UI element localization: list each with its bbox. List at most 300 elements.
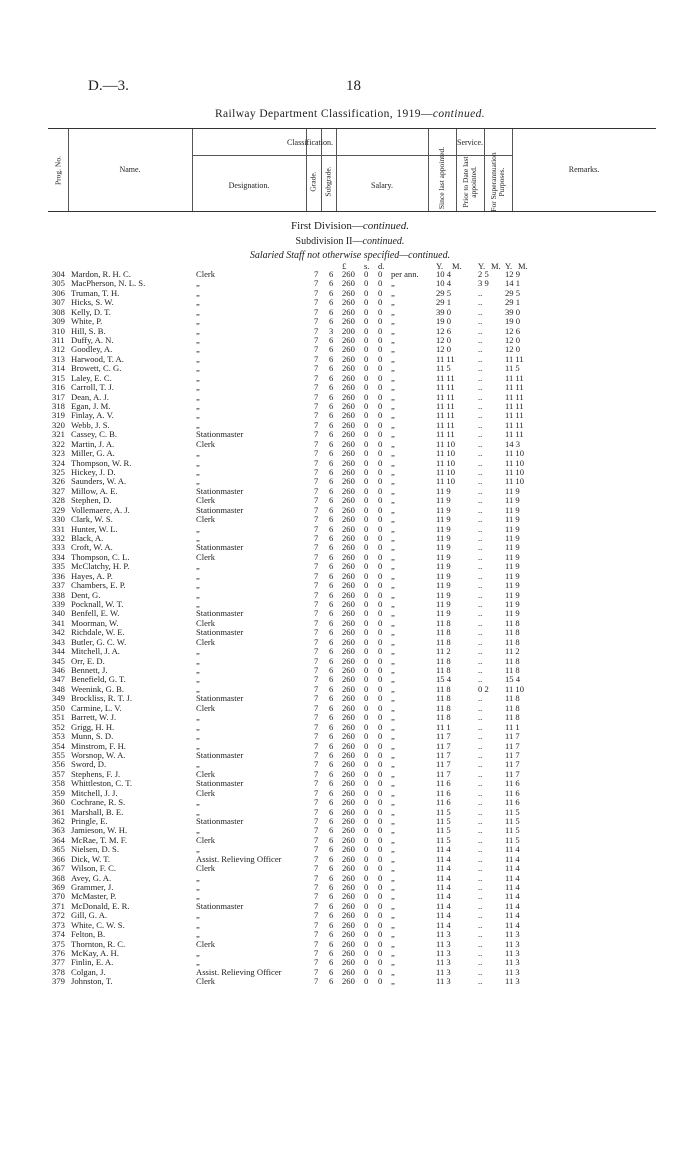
designation-cell: Assist. Relieving Officer — [196, 966, 282, 977]
subdivision-title-main: Subdivision II— — [295, 236, 363, 247]
salary-shillings-cell: 0 — [364, 306, 369, 317]
name-cell: Browett, C. G. — [71, 363, 122, 374]
grade-cell: 7 — [314, 287, 319, 298]
grade-cell: 7 — [314, 891, 319, 902]
salary-pence-cell: 0 — [378, 287, 383, 298]
grade-cell: 7 — [314, 372, 319, 383]
salary-pence-cell: 0 — [378, 551, 383, 562]
prog-no-cell: 368 — [52, 872, 65, 883]
salary-shillings-cell: 0 — [364, 278, 369, 289]
salary-pounds-cell: 260 — [342, 617, 355, 628]
salary-pounds-cell: 260 — [342, 702, 355, 713]
salary-period-cell: „ — [391, 410, 395, 421]
prog-no-cell: 322 — [52, 438, 65, 449]
salary-shillings-cell: 0 — [364, 655, 369, 666]
name-cell: Hickey, J. D. — [71, 467, 116, 478]
subgrade-cell: 6 — [329, 344, 334, 355]
name-cell: Truman, T. H. — [71, 287, 120, 298]
subgrade-cell: 6 — [329, 655, 334, 666]
since-last-appointed-cell: 11 3 — [436, 929, 451, 940]
salary-pence-cell: 0 — [378, 900, 383, 911]
designation-cell: „ — [196, 391, 200, 402]
salary-shillings-cell: 0 — [364, 797, 369, 808]
prior-service-cell: .. — [478, 391, 483, 402]
unit-pence: d. — [378, 261, 385, 271]
prior-service-cell: .. — [478, 834, 483, 845]
superannuation-cell: 11 7 — [505, 759, 520, 770]
salary-shillings-cell: 0 — [364, 495, 369, 506]
designation-cell: „ — [196, 721, 200, 732]
header-salary: Salary. — [371, 181, 393, 190]
unit-months-super: M. — [518, 261, 528, 271]
salary-pounds-cell: 260 — [342, 344, 355, 355]
salary-period-cell: „ — [391, 287, 395, 298]
prog-no-cell: 373 — [52, 919, 65, 930]
prior-service-cell: .. — [478, 900, 483, 911]
salary-pence-cell: 0 — [378, 476, 383, 487]
salary-pounds-cell: 260 — [342, 655, 355, 666]
designation-cell: „ — [196, 599, 200, 610]
designation-cell: „ — [196, 910, 200, 921]
prior-service-cell: .. — [478, 712, 483, 723]
salary-period-cell: „ — [391, 947, 395, 958]
name-cell: Carroll, T. J. — [71, 382, 114, 393]
prior-service-cell: .. — [478, 457, 483, 468]
prog-no-cell: 319 — [52, 410, 65, 421]
subgrade-cell: 6 — [329, 938, 334, 949]
prior-service-cell: .. — [478, 759, 483, 770]
grade-cell: 7 — [314, 410, 319, 421]
superannuation-cell: 11 5 — [505, 806, 520, 817]
superannuation-cell: 11 3 — [505, 929, 520, 940]
header-prog-no: Prog. No. — [53, 156, 63, 185]
since-last-appointed-cell: 11 9 — [436, 589, 451, 600]
prog-no-cell: 317 — [52, 391, 65, 402]
grade-cell: 7 — [314, 768, 319, 779]
designation-cell: „ — [196, 353, 200, 364]
grade-cell: 7 — [314, 806, 319, 817]
since-last-appointed-cell: 11 6 — [436, 797, 451, 808]
grade-cell: 7 — [314, 976, 319, 987]
prior-service-cell: .. — [478, 306, 483, 317]
header-name: Name. — [119, 165, 141, 174]
prior-service-cell: .. — [478, 580, 483, 591]
subgrade-cell: 6 — [329, 495, 334, 506]
since-last-appointed-cell: 11 7 — [436, 749, 451, 760]
subgrade-cell: 6 — [329, 476, 334, 487]
prior-service-cell: .. — [478, 419, 483, 430]
salary-period-cell: „ — [391, 881, 395, 892]
superannuation-cell: 11 8 — [505, 693, 520, 704]
subgrade-cell: 6 — [329, 485, 334, 496]
superannuation-cell: 15 4 — [505, 674, 521, 685]
prog-no-cell: 313 — [52, 353, 65, 364]
salary-pence-cell: 0 — [378, 721, 383, 732]
since-last-appointed-cell: 11 8 — [436, 693, 451, 704]
grade-cell: 7 — [314, 646, 319, 657]
designation-cell: „ — [196, 467, 200, 478]
salary-period-cell: „ — [391, 561, 395, 572]
salary-period-cell: „ — [391, 382, 395, 393]
salary-pounds-cell: 260 — [342, 372, 355, 383]
prog-no-cell: 336 — [52, 570, 65, 581]
salary-shillings-cell: 0 — [364, 825, 369, 836]
prior-service-cell: .. — [478, 561, 483, 572]
designation-cell: Clerk — [196, 863, 216, 874]
designation-cell: „ — [196, 881, 200, 892]
designation-cell: Clerk — [196, 269, 216, 279]
name-cell: Kelly, D. T. — [71, 306, 111, 317]
prior-service-cell: .. — [478, 504, 483, 515]
designation-cell: „ — [196, 448, 200, 459]
salary-pounds-cell: 260 — [342, 476, 355, 487]
salary-pence-cell: 0 — [378, 938, 383, 949]
name-cell: Pocknall, W. T. — [71, 599, 124, 610]
salary-pence-cell: 0 — [378, 947, 383, 958]
since-last-appointed-cell: 11 11 — [436, 401, 455, 412]
since-last-appointed-cell: 10 4 — [436, 278, 452, 289]
salary-shillings-cell: 0 — [364, 363, 369, 374]
salary-period-cell: „ — [391, 514, 395, 525]
since-last-appointed-cell: 11 8 — [436, 636, 451, 647]
salary-pence-cell: 0 — [378, 495, 383, 506]
salary-shillings-cell: 0 — [364, 523, 369, 534]
since-last-appointed-cell: 11 9 — [436, 523, 451, 534]
salary-shillings-cell: 0 — [364, 382, 369, 393]
name-cell: Orr, E. D. — [71, 655, 105, 666]
designation-cell: „ — [196, 401, 200, 412]
salary-period-cell: „ — [391, 825, 395, 836]
salary-pence-cell: 0 — [378, 419, 383, 430]
salary-shillings-cell: 0 — [364, 910, 369, 921]
name-cell: Cochrane, R. S. — [71, 797, 126, 808]
salary-period-cell: per ann. — [391, 269, 419, 279]
subgrade-cell: 6 — [329, 863, 334, 874]
prior-service-cell: .. — [478, 787, 483, 798]
prog-no-cell: 337 — [52, 580, 65, 591]
prog-no-cell: 308 — [52, 306, 65, 317]
since-last-appointed-cell: 11 9 — [436, 504, 451, 515]
designation-cell: „ — [196, 580, 200, 591]
superannuation-cell: 11 4 — [505, 910, 520, 921]
subgrade-cell: 6 — [329, 523, 334, 534]
name-cell: Stephens, F. J. — [71, 768, 121, 779]
grade-cell: 7 — [314, 476, 319, 487]
salary-period-cell: „ — [391, 438, 395, 449]
salary-pence-cell: 0 — [378, 316, 383, 327]
since-last-appointed-cell: 11 8 — [436, 655, 451, 666]
name-cell: Hunter, W. L. — [71, 523, 118, 534]
header-grade: Grade. — [308, 171, 318, 192]
salary-period-cell: „ — [391, 834, 395, 845]
name-cell: Whittleston, C. T. — [71, 778, 133, 789]
salary-shillings-cell: 0 — [364, 533, 369, 544]
grade-cell: 7 — [314, 269, 319, 279]
prog-no-cell: 357 — [52, 768, 65, 779]
salary-period-cell: „ — [391, 872, 395, 883]
designation-cell: „ — [196, 306, 200, 317]
salary-pounds-cell: 260 — [342, 269, 355, 279]
superannuation-cell: 11 11 — [505, 419, 524, 430]
subgrade-cell: 6 — [329, 976, 334, 987]
since-last-appointed-cell: 29 1 — [436, 297, 452, 308]
salary-period-cell: „ — [391, 759, 395, 770]
salary-pounds-cell: 260 — [342, 797, 355, 808]
name-cell: Pringle, E. — [71, 815, 108, 826]
prior-service-cell: .. — [478, 551, 483, 562]
grade-cell: 7 — [314, 589, 319, 600]
superannuation-cell: 11 4 — [505, 891, 520, 902]
salary-period-cell: „ — [391, 570, 395, 581]
header-classification: Classification. — [287, 138, 333, 147]
salary-pence-cell: 0 — [378, 438, 383, 449]
salary-pounds-cell: 260 — [342, 391, 355, 402]
salary-pounds-cell: 260 — [342, 674, 355, 685]
subgrade-cell: 6 — [329, 467, 334, 478]
salary-pence-cell: 0 — [378, 570, 383, 581]
prior-service-cell: .. — [478, 617, 483, 628]
prior-service-cell: .. — [478, 325, 483, 336]
salary-period-cell: „ — [391, 731, 395, 742]
designation-cell: „ — [196, 335, 200, 345]
salary-shillings-cell: 0 — [364, 891, 369, 902]
since-last-appointed-cell: 11 9 — [436, 485, 451, 496]
salary-period-cell: „ — [391, 966, 395, 977]
salary-shillings-cell: 0 — [364, 683, 369, 694]
salary-pence-cell: 0 — [378, 514, 383, 525]
salary-pence-cell: 0 — [378, 891, 383, 902]
superannuation-cell: 14 1 — [505, 278, 521, 289]
name-cell: Duffy, A. N. — [71, 335, 114, 345]
salary-pence-cell: 0 — [378, 391, 383, 402]
subgrade-cell: 6 — [329, 551, 334, 562]
salary-period-cell: „ — [391, 580, 395, 591]
name-cell: Thornton, R. C. — [71, 938, 126, 949]
subgrade-cell: 6 — [329, 966, 334, 977]
designation-cell: „ — [196, 891, 200, 902]
subgrade-cell: 6 — [329, 514, 334, 525]
name-cell: McDonald, E. R. — [71, 900, 130, 911]
grade-cell: 7 — [314, 778, 319, 789]
salary-shillings-cell: 0 — [364, 589, 369, 600]
grade-cell: 7 — [314, 665, 319, 676]
salary-pounds-cell: 260 — [342, 910, 355, 921]
superannuation-cell: 11 4 — [505, 844, 520, 855]
designation-cell: „ — [196, 297, 200, 308]
salary-shillings-cell: 0 — [364, 316, 369, 327]
grade-cell: 7 — [314, 514, 319, 525]
salary-period-cell: „ — [391, 976, 395, 987]
grade-cell: 7 — [314, 834, 319, 845]
name-cell: Black, A. — [71, 533, 104, 544]
superannuation-cell: 11 10 — [505, 683, 525, 694]
salary-period-cell: „ — [391, 806, 395, 817]
salary-period-cell: „ — [391, 297, 395, 308]
superannuation-cell: 11 3 — [505, 966, 520, 977]
salary-pounds-cell: 260 — [342, 806, 355, 817]
salary-period-cell: „ — [391, 938, 395, 949]
salary-shillings-cell: 0 — [364, 646, 369, 657]
since-last-appointed-cell: 11 11 — [436, 391, 455, 402]
name-cell: Mitchell, J. A. — [71, 646, 120, 657]
prior-service-cell: .. — [478, 485, 483, 496]
designation-cell: Clerk — [196, 702, 216, 713]
prog-no-cell: 344 — [52, 646, 65, 657]
since-last-appointed-cell: 11 11 — [436, 372, 455, 383]
prog-no-cell: 330 — [52, 514, 65, 525]
prior-service-cell: .. — [478, 863, 483, 874]
since-last-appointed-cell: 11 4 — [436, 872, 451, 883]
since-last-appointed-cell: 11 10 — [436, 467, 456, 478]
subgrade-cell: 6 — [329, 693, 334, 704]
unit-months-prior: M. — [491, 261, 501, 271]
prog-no-cell: 334 — [52, 551, 65, 562]
name-cell: Mardon, R. H. C. — [71, 269, 131, 279]
designation-cell: „ — [196, 316, 200, 327]
salary-shillings-cell: 0 — [364, 768, 369, 779]
salary-pence-cell: 0 — [378, 749, 383, 760]
designation-cell: Stationmaster — [196, 815, 244, 826]
subdivision-title — [0, 236, 700, 247]
superannuation-cell: 11 9 — [505, 504, 520, 515]
superannuation-cell: 11 11 — [505, 372, 524, 383]
superannuation-cell: 11 3 — [505, 947, 520, 958]
superannuation-cell: 11 11 — [505, 353, 524, 364]
salary-shillings-cell: 0 — [364, 448, 369, 459]
salary-period-cell: „ — [391, 401, 395, 412]
salary-period-cell: „ — [391, 363, 395, 374]
salary-pounds-cell: 260 — [342, 900, 355, 911]
designation-cell: Clerk — [196, 551, 216, 562]
grade-cell: 7 — [314, 966, 319, 977]
grade-cell: 7 — [314, 533, 319, 544]
grade-cell: 7 — [314, 278, 319, 289]
salary-pence-cell: 0 — [378, 269, 383, 279]
superannuation-cell: 11 9 — [505, 495, 520, 506]
name-cell: Vollemaere, A. J. — [71, 504, 130, 515]
prior-service-cell: .. — [478, 947, 483, 958]
prior-service-cell: .. — [478, 825, 483, 836]
salary-pounds-cell: 260 — [342, 316, 355, 327]
since-last-appointed-cell: 11 11 — [436, 429, 455, 440]
subgrade-cell: 6 — [329, 561, 334, 572]
name-cell: Miller, G. A. — [71, 448, 115, 459]
salary-period-cell: „ — [391, 344, 395, 355]
name-cell: Benefield, G. T. — [71, 674, 126, 685]
name-cell: Hayes, A. P. — [71, 570, 113, 581]
subgrade-cell: 6 — [329, 617, 334, 628]
name-cell: Marshall, B. E. — [71, 806, 124, 817]
superannuation-cell: 11 8 — [505, 655, 520, 666]
header-prior-to-date-last-appointed: Prior to Date last appointed. — [461, 156, 478, 208]
superannuation-cell: 11 8 — [505, 617, 520, 628]
salary-pence-cell: 0 — [378, 297, 383, 308]
prog-no-cell: 348 — [52, 683, 65, 694]
since-last-appointed-cell: 11 3 — [436, 966, 451, 977]
name-cell: Dean, A. J. — [71, 391, 109, 402]
salary-pence-cell: 0 — [378, 863, 383, 874]
prior-service-cell: .. — [478, 872, 483, 883]
since-last-appointed-cell: 11 6 — [436, 787, 451, 798]
salary-shillings-cell: 0 — [364, 693, 369, 704]
salary-pence-cell: 0 — [378, 966, 383, 977]
salary-pence-cell: 0 — [378, 693, 383, 704]
salary-period-cell: „ — [391, 448, 395, 459]
salary-period-cell: „ — [391, 551, 395, 562]
name-cell: Bennett, J. — [71, 665, 108, 676]
name-cell: Weenink, G. B. — [71, 683, 125, 694]
superannuation-cell: 11 4 — [505, 900, 520, 911]
prior-service-cell: .. — [478, 938, 483, 949]
grade-cell: 7 — [314, 467, 319, 478]
subgrade-cell: 6 — [329, 674, 334, 685]
designation-cell: Stationmaster — [196, 627, 244, 638]
salary-shillings-cell: 0 — [364, 467, 369, 478]
designation-cell: Clerk — [196, 976, 216, 987]
salary-period-cell: „ — [391, 646, 395, 657]
designation-cell: „ — [196, 410, 200, 421]
name-cell: MacPherson, N. L. S. — [71, 278, 146, 289]
grade-cell: 7 — [314, 702, 319, 713]
salary-period-cell: „ — [391, 599, 395, 610]
prog-no-cell: 354 — [52, 740, 65, 751]
superannuation-cell: 11 4 — [505, 853, 520, 864]
name-cell: McMaster, P. — [71, 891, 117, 902]
salary-period-cell: „ — [391, 929, 395, 940]
prog-no-cell: 329 — [52, 504, 65, 515]
salary-pence-cell: 0 — [378, 872, 383, 883]
designation-cell: „ — [196, 523, 200, 534]
salary-shillings-cell: 0 — [364, 580, 369, 591]
prog-no-cell: 340 — [52, 608, 65, 619]
salary-shillings-cell: 0 — [364, 344, 369, 355]
salary-pounds-cell: 260 — [342, 976, 355, 987]
since-last-appointed-cell: 11 5 — [436, 825, 451, 836]
salary-shillings-cell: 0 — [364, 514, 369, 525]
salary-pounds-cell: 260 — [342, 768, 355, 779]
grade-cell: 7 — [314, 797, 319, 808]
salary-shillings-cell: 0 — [364, 966, 369, 977]
since-last-appointed-cell: 11 11 — [436, 419, 455, 430]
prog-no-cell: 311 — [52, 335, 65, 345]
salary-pence-cell: 0 — [378, 410, 383, 421]
grade-cell: 7 — [314, 844, 319, 855]
since-last-appointed-cell: 11 10 — [436, 476, 456, 487]
salary-pounds-cell: 260 — [342, 947, 355, 958]
salary-shillings-cell: 0 — [364, 438, 369, 449]
salary-shillings-cell: 0 — [364, 674, 369, 685]
subgrade-cell: 6 — [329, 759, 334, 770]
since-last-appointed-cell: 11 2 — [436, 646, 451, 657]
salary-shillings-cell: 0 — [364, 872, 369, 883]
subgrade-cell: 6 — [329, 731, 334, 742]
salary-pence-cell: 0 — [378, 759, 383, 770]
classification-rule — [192, 155, 428, 156]
prog-no-cell: 345 — [52, 655, 65, 666]
superannuation-cell: 11 11 — [505, 391, 524, 402]
salary-shillings-cell: 0 — [364, 749, 369, 760]
prog-no-cell: 355 — [52, 749, 65, 760]
prior-service-cell: .. — [478, 353, 483, 364]
salary-pounds-cell: 260 — [342, 731, 355, 742]
name-cell: Harwood, T. A. — [71, 353, 124, 364]
designation-cell: „ — [196, 929, 200, 940]
since-last-appointed-cell: 11 4 — [436, 853, 451, 864]
salary-pence-cell: 0 — [378, 881, 383, 892]
salary-pounds-cell: 260 — [342, 966, 355, 977]
salary-pounds-cell: 260 — [342, 815, 355, 826]
subgrade-cell: 6 — [329, 787, 334, 798]
